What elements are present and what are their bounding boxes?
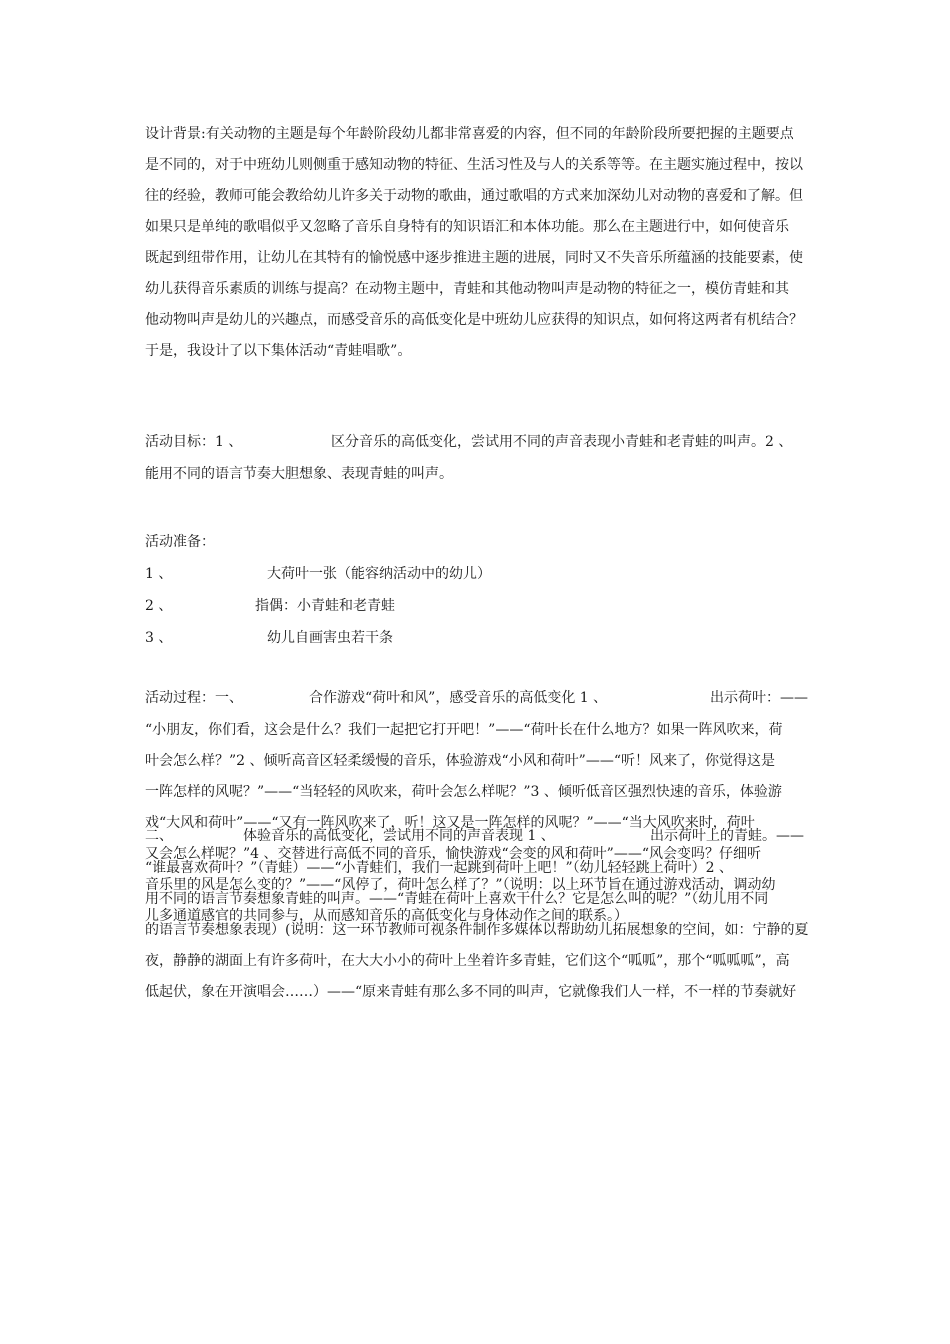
goals-item-text: 区分音乐的高低变化，尝试用不同的声音表现小青蛙和老青蛙的叫声。2 、 (331, 434, 793, 450)
list-item-text: 幼儿自画害虫若干条 (267, 630, 393, 646)
process-step-text: 出示荷叶：—— (710, 690, 808, 706)
text-line: 用不同的语言节奏想象青蛙的叫声。——“青蛙在荷叶上喜欢干什么？它是怎么叫的呢？”（幼儿用不同 (145, 891, 769, 907)
text-line: 又会怎么样呢？”4 、交替进行高低不同的音乐，愉快游戏“会变的风和荷叶”——“风会变吗？仔细听 (145, 846, 761, 862)
text-line: 戏“大风和荷叶”——“又有一阵风吹来了，听！这又是一阵怎样的风呢？”——“当大风吹来时，荷叶 (145, 815, 755, 831)
process-step-title: 合作游戏“荷叶和风”，感受音乐的高低变化 1 、 (309, 690, 608, 706)
text-line: 于是，我设计了以下集体活动“青蛙唱歌”。 (145, 343, 412, 359)
process-label: 活动过程：一、 (145, 690, 243, 706)
list-item-number: 1 、 (145, 566, 173, 582)
list-item-number: 3 、 (145, 630, 173, 646)
text-line: 如果只是单纯的歌唱似乎又忽略了音乐自身特有的知识语汇和本体功能。那么在主题进行中，如何使音乐 (145, 219, 789, 235)
text-line: 夜，静静的湖面上有许多荷叶，在大大小小的荷叶上坐着许多青蛙，它们这个“呱呱”，那个“呱呱呱”，高 (145, 953, 790, 969)
text-line: 音乐里的风是怎么变的？”——“风停了，荷叶怎么样了？”（说明：以上环节旨在通过游戏活动，调动幼 (145, 877, 776, 893)
text-line: “谁最喜欢荷叶？”（青蛙）——“小青蛙们，我们一起跳到荷叶上吧！”（幼儿轻轻跳上荷叶）2 、 (145, 860, 733, 876)
text-line: 他动物叫声是幼儿的兴趣点，而感受音乐的高低变化是中班幼儿应获得的知识点，如何将这两者有机结合？ (145, 312, 803, 328)
text-line: 是不同的，对于中班幼儿则侧重于感知动物的特征、生活习性及与人的关系等等。在主题实施过程中，按以 (145, 157, 803, 173)
text-line: 儿多通道感官的共同参与，从而感知音乐的高低变化与身体动作之间的联系。） (145, 908, 628, 924)
text-line: 往的经验，教师可能会教给幼儿许多关于动物的歌曲，通过歌唱的方式来加深幼儿对动物的喜爱和了解。但 (145, 188, 803, 204)
text-line: 既起到纽带作用，让幼儿在其特有的愉悦感中逐步推进主题的进展，同时又不失音乐所蕴涵的技能要素，使 (145, 250, 803, 266)
part2-label: 二、 (145, 828, 173, 844)
text-line: 设计背景:有关动物的主题是每个年龄阶段幼儿都非常喜爱的内容，但不同的年龄阶段所要把握的主题要点 (145, 126, 794, 142)
text-line: 叶会怎么样？”2 、倾听高音区轻柔缓慢的音乐，体验游戏“小风和荷叶”——“听！风来了，你觉得这是 (145, 753, 775, 769)
text-line: 低起伏，象在开演唱会……）——“原来青蛙有那么多不同的叫声，它就像我们人一样，不一样的节奏就好 (145, 984, 797, 1000)
list-item-text: 大荷叶一张（能容纳活动中的幼儿） (267, 566, 491, 582)
list-item-text: 指偶：小青蛙和老青蛙 (255, 598, 395, 614)
prep-title: 活动准备： (145, 534, 215, 550)
part2-step-text: 出示荷叶上的青蛙。—— (650, 828, 804, 844)
text-line: 一阵怎样的风呢？”——“当轻轻的风吹来，荷叶会怎么样呢？”3 、倾听低音区强烈快速的音乐，体验游 (145, 784, 782, 800)
text-line: 幼儿获得音乐素质的训练与提高？在动物主题中，青蛙和其他动物叫声是动物的特征之一，模仿青蛙和其 (145, 281, 789, 297)
text-line: “小朋友，你们看，这会是什么？我们一起把它打开吧！”——“荷叶长在什么地方？如果一阵风吹来，荷 (145, 722, 783, 738)
text-line: 的语言节奏想象表现）(说明：这一环节教师可视条件制作多媒体以帮助幼儿拓展想象的空间，如：宁静的夏 (145, 922, 809, 938)
list-item-number: 2 、 (145, 598, 173, 614)
goals-label: 活动目标：1 、 (145, 434, 243, 450)
text-line: 能用不同的语言节奏大胆想象、表现青蛙的叫声。 (145, 466, 453, 482)
part2-step-title: 体验音乐的高低变化，尝试用不同的声音表现 1 、 (243, 828, 555, 844)
